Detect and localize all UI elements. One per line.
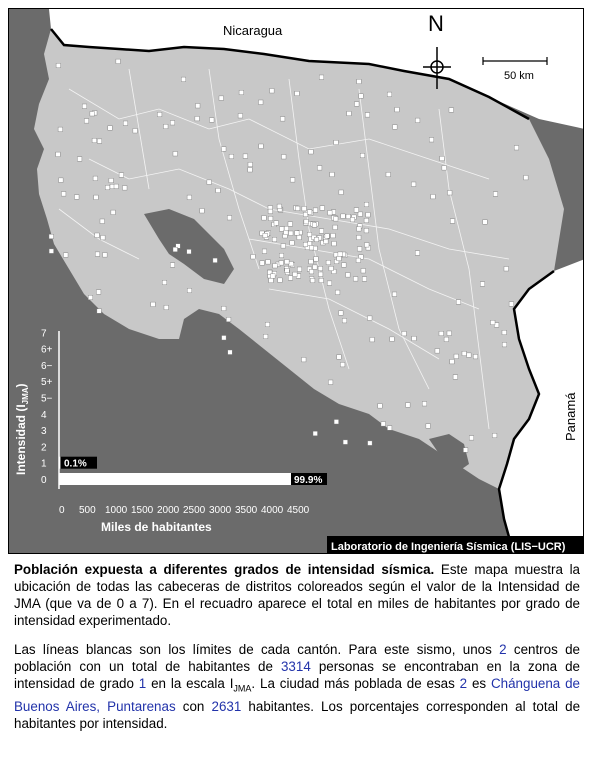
district-marker — [64, 253, 69, 257]
x-tick-label: 1000 — [105, 505, 128, 516]
district-marker — [289, 262, 294, 267]
district-marker — [447, 331, 452, 336]
district-marker — [426, 424, 431, 429]
district-marker — [173, 152, 178, 157]
district-marker — [187, 288, 192, 293]
district-marker — [196, 104, 201, 109]
chart-y-axis-title: Intensidad $(I_{JMA})$ — [14, 383, 30, 475]
district-marker — [467, 353, 472, 358]
district-marker — [207, 180, 212, 185]
district-marker — [463, 448, 468, 453]
district-marker — [339, 190, 344, 195]
district-marker — [170, 263, 175, 268]
district-marker — [164, 124, 169, 129]
district-marker — [277, 204, 282, 209]
district-marker — [318, 272, 323, 277]
district-marker — [453, 375, 458, 380]
district-marker — [187, 249, 192, 254]
district-marker — [357, 235, 362, 240]
district-marker — [200, 209, 205, 214]
y-tick-label: 6+ — [41, 344, 53, 356]
y-tick-label: 1 — [41, 458, 47, 470]
district-marker — [229, 154, 234, 159]
district-marker — [342, 318, 347, 323]
y-tick-label: 5− — [41, 393, 53, 405]
x-tick-label: 0 — [59, 505, 65, 516]
district-marker — [49, 234, 54, 239]
caption-paragraph-1 — [14, 561, 580, 629]
district-marker — [314, 237, 319, 242]
district-marker — [263, 233, 268, 238]
district-marker — [319, 229, 324, 234]
district-marker — [288, 222, 293, 227]
caption-city-population: 2631 — [211, 698, 242, 714]
district-marker — [262, 216, 267, 221]
figure-caption — [14, 561, 580, 744]
district-marker — [289, 231, 294, 236]
district-marker — [307, 232, 312, 237]
district-marker — [415, 251, 420, 256]
district-marker — [412, 336, 417, 341]
district-marker — [502, 330, 507, 335]
district-marker — [133, 129, 138, 134]
x-tick-label: 4000 — [261, 505, 284, 516]
district-marker — [386, 172, 391, 177]
district-marker — [442, 166, 447, 171]
district-marker — [411, 182, 416, 187]
district-marker — [49, 249, 54, 254]
district-marker — [243, 154, 248, 159]
district-marker — [450, 219, 455, 224]
caption-text: . La ciudad más poblada de esas — [251, 676, 460, 691]
district-marker — [310, 278, 315, 283]
caption-text: centros de población con un total de habitantes de — [14, 642, 580, 674]
district-marker — [82, 104, 87, 109]
district-marker — [334, 140, 339, 145]
district-marker — [116, 59, 121, 64]
district-marker — [97, 139, 102, 144]
district-marker — [378, 404, 383, 409]
caption-text: en la escala I — [146, 676, 234, 691]
district-marker — [514, 146, 519, 151]
scale-label: 50 km — [504, 70, 534, 82]
district-marker — [337, 256, 342, 261]
district-marker — [280, 227, 285, 232]
district-marker — [368, 316, 373, 321]
district-marker — [314, 257, 319, 262]
district-marker — [222, 336, 227, 341]
north-label: N — [428, 11, 444, 36]
district-marker — [387, 92, 392, 97]
district-marker — [290, 241, 295, 246]
district-marker — [105, 185, 110, 190]
caption-title: Población expuesta a diferentes grados de intensidad sísmica. — [14, 562, 435, 577]
district-marker — [313, 208, 318, 213]
district-marker — [328, 211, 333, 216]
district-marker — [268, 209, 273, 214]
district-marker — [239, 90, 244, 95]
district-marker — [228, 350, 233, 355]
district-marker — [295, 231, 300, 236]
district-marker — [361, 269, 366, 274]
district-marker — [278, 278, 283, 283]
district-marker — [331, 233, 336, 238]
district-marker — [123, 186, 128, 191]
x-tick-label: 3500 — [235, 505, 258, 516]
district-marker — [262, 249, 267, 254]
district-marker — [402, 331, 407, 336]
district-marker — [108, 126, 113, 131]
district-marker — [90, 112, 95, 117]
y-tick-label: 0 — [41, 475, 47, 486]
caption-text: habitantes. Los porcentajes corresponden al total de habitantes por intensidad. — [14, 698, 581, 731]
district-marker — [274, 221, 279, 226]
district-marker — [456, 300, 461, 305]
district-marker — [502, 342, 507, 347]
caption-grade: 1 — [138, 676, 147, 691]
x-tick-label: 1500 — [131, 505, 154, 516]
district-marker — [365, 243, 370, 248]
x-tick-label: 3000 — [209, 505, 232, 516]
caption-p1-text: Este mapa muestra la ubicación de todas las cabeceras de distritos coloreados según el valor de la Intensidad de JMA (que va de 0 a 7). En el recuadro aparece el total en miles de habitantes por grado de intensidad experimentado. — [14, 562, 580, 628]
district-marker — [309, 246, 314, 251]
district-marker — [429, 138, 434, 143]
district-marker — [415, 118, 420, 123]
district-marker — [282, 155, 287, 160]
x-tick-label: 2000 — [157, 505, 180, 516]
district-marker — [313, 431, 318, 436]
district-marker — [483, 220, 488, 225]
district-marker — [362, 277, 367, 282]
district-marker — [96, 290, 101, 295]
district-marker — [170, 121, 175, 126]
district-marker — [248, 168, 253, 173]
caption-text: personas se encontraban en la zona de intensidad de grado — [14, 659, 580, 691]
caption-text: con — [175, 698, 212, 714]
district-marker — [325, 234, 330, 239]
district-marker — [330, 172, 335, 177]
district-marker — [358, 212, 363, 217]
district-marker — [450, 359, 455, 364]
district-marker — [444, 337, 449, 342]
district-marker — [340, 362, 345, 367]
district-marker — [309, 150, 314, 155]
caption-paragraph-2 — [14, 641, 580, 732]
x-tick-label: 2500 — [183, 505, 206, 516]
district-marker — [491, 320, 496, 325]
district-marker — [304, 219, 309, 224]
district-marker — [222, 147, 227, 152]
district-marker — [284, 230, 289, 235]
district-marker — [366, 213, 371, 218]
district-marker — [364, 202, 369, 207]
caption-text: Las líneas blancas son los límites de cada cantón. Para este sismo, unos — [14, 642, 500, 657]
district-marker — [265, 322, 270, 327]
district-marker — [334, 217, 339, 222]
district-marker — [320, 206, 325, 211]
district-marker — [354, 208, 359, 213]
caption-city: Chánguena de Buenos Aires, Puntarenas — [14, 676, 580, 714]
district-marker — [77, 157, 82, 162]
district-marker — [293, 272, 298, 277]
district-marker — [337, 355, 342, 360]
district-marker — [431, 194, 436, 199]
district-marker — [454, 354, 459, 359]
district-marker — [302, 357, 307, 362]
y-tick-label: 3 — [41, 426, 47, 438]
credit-text: Laboratorio de Ingeniería Sísmica (LIS−UCR) — [331, 541, 566, 553]
district-marker — [259, 144, 264, 149]
district-marker — [269, 278, 274, 283]
district-marker — [260, 261, 265, 266]
district-marker — [493, 192, 498, 197]
district-marker — [251, 255, 256, 260]
district-marker — [356, 258, 361, 263]
district-marker — [364, 218, 369, 223]
district-marker — [93, 176, 98, 181]
district-marker — [492, 433, 497, 438]
district-marker — [181, 77, 186, 82]
x-tick-label: 4500 — [287, 505, 310, 516]
district-marker — [195, 116, 200, 121]
district-marker — [213, 258, 218, 263]
district-marker — [219, 96, 224, 101]
district-marker — [227, 216, 232, 221]
district-marker — [360, 153, 365, 158]
district-marker — [318, 266, 323, 271]
district-marker — [164, 305, 169, 310]
district-marker — [364, 228, 369, 233]
bar-intensity-0 — [59, 473, 293, 485]
district-marker — [390, 337, 395, 342]
district-marker — [285, 268, 290, 273]
district-marker — [449, 108, 454, 113]
district-marker — [75, 195, 80, 200]
district-marker — [303, 242, 308, 247]
district-marker — [259, 100, 264, 105]
district-marker — [94, 195, 99, 200]
district-marker — [295, 91, 300, 96]
district-marker — [109, 178, 114, 183]
district-marker — [95, 233, 100, 238]
district-marker — [248, 162, 253, 167]
district-marker — [462, 351, 467, 356]
district-marker — [365, 113, 370, 118]
district-marker — [111, 210, 116, 215]
district-marker — [103, 253, 108, 258]
district-marker — [92, 138, 97, 143]
district-marker — [309, 269, 314, 274]
caption-num-centers: 2 — [499, 642, 507, 657]
y-tick-label: 5+ — [41, 377, 53, 389]
district-marker — [297, 267, 302, 272]
district-marker — [339, 311, 344, 316]
district-marker — [480, 282, 485, 287]
district-marker — [302, 206, 307, 211]
y-tick-label: 2 — [41, 442, 47, 454]
district-marker — [61, 192, 66, 197]
caption-text: es — [467, 676, 491, 691]
district-marker — [406, 403, 411, 408]
district-marker — [357, 247, 362, 252]
district-marker — [266, 260, 271, 265]
district-marker — [393, 125, 398, 130]
x-tick-label: 500 — [79, 505, 96, 516]
percent-label: 99.9% — [294, 475, 323, 486]
district-marker — [226, 317, 231, 322]
district-marker — [271, 274, 276, 279]
percent-label: 0.1% — [64, 458, 87, 470]
district-marker — [326, 260, 331, 265]
district-marker — [359, 94, 364, 99]
district-marker — [346, 273, 351, 278]
district-marker — [338, 252, 343, 257]
district-marker — [216, 188, 221, 193]
district-marker — [422, 402, 427, 407]
district-marker — [334, 420, 339, 425]
district-marker — [279, 261, 284, 266]
district-marker — [440, 156, 445, 161]
district-marker — [157, 112, 162, 117]
y-tick-label: 6− — [41, 360, 53, 372]
district-marker — [273, 264, 278, 269]
district-marker — [263, 334, 268, 339]
district-marker — [210, 118, 215, 123]
district-marker — [509, 302, 513, 307]
district-marker — [357, 79, 362, 84]
district-marker — [350, 217, 355, 222]
district-marker — [58, 127, 63, 132]
district-marker — [473, 354, 478, 359]
bar-intensity-1 — [59, 457, 60, 469]
district-marker — [319, 278, 324, 283]
district-marker — [119, 173, 124, 178]
district-marker — [368, 441, 373, 446]
district-marker — [392, 292, 397, 297]
district-marker — [88, 295, 93, 300]
district-marker — [114, 184, 119, 189]
district-marker — [312, 223, 317, 228]
district-marker — [290, 178, 295, 183]
district-marker — [324, 239, 329, 244]
district-marker — [395, 107, 400, 112]
district-marker — [333, 225, 338, 230]
district-marker — [332, 241, 337, 246]
caption-scale-sub: JMA — [233, 683, 252, 694]
chart-x-axis-title: Miles de habitantes — [101, 520, 212, 534]
caption-population: 3314 — [280, 659, 311, 674]
label-nicaragua: Nicaragua — [223, 23, 283, 38]
district-marker — [284, 226, 289, 231]
district-marker — [97, 309, 102, 314]
district-marker — [151, 302, 156, 307]
district-marker — [347, 111, 352, 116]
district-marker — [187, 195, 192, 200]
district-marker — [309, 259, 314, 264]
district-marker — [435, 349, 440, 354]
district-marker — [222, 306, 227, 311]
district-marker — [327, 281, 332, 286]
district-marker — [346, 214, 351, 219]
district-marker — [173, 247, 178, 252]
district-marker — [56, 63, 61, 68]
district-marker — [307, 210, 312, 215]
map-canvas — [9, 9, 584, 554]
district-marker — [439, 331, 444, 336]
district-marker — [288, 276, 293, 281]
district-marker — [381, 422, 386, 427]
caption-num-centers: 2 — [459, 676, 468, 691]
district-marker — [280, 117, 285, 122]
district-marker — [329, 266, 334, 271]
district-marker — [343, 440, 348, 445]
district-marker — [272, 237, 277, 242]
district-marker — [56, 152, 61, 157]
district-marker — [238, 114, 243, 119]
district-marker — [335, 290, 340, 295]
district-marker — [355, 102, 360, 107]
district-marker — [268, 216, 273, 221]
district-marker — [448, 191, 453, 196]
district-marker — [84, 119, 89, 124]
district-marker — [504, 267, 509, 272]
district-marker — [357, 227, 362, 232]
district-marker — [469, 436, 474, 441]
district-marker — [297, 235, 302, 240]
district-marker — [162, 280, 167, 285]
district-marker — [59, 178, 64, 183]
district-marker — [317, 166, 322, 171]
district-marker — [313, 265, 318, 270]
district-marker — [279, 253, 284, 257]
district-marker — [524, 175, 529, 180]
y-tick-label: 7 — [41, 328, 47, 340]
district-marker — [328, 380, 333, 385]
district-marker — [295, 206, 300, 211]
label-panama: Panamá — [563, 392, 578, 441]
district-marker — [270, 89, 275, 94]
district-marker — [353, 277, 358, 282]
district-marker — [387, 426, 392, 431]
district-marker — [95, 252, 100, 257]
district-marker — [100, 219, 105, 224]
district-marker — [281, 244, 286, 249]
district-marker — [123, 121, 128, 126]
district-marker — [370, 337, 375, 342]
district-marker — [342, 263, 347, 268]
district-marker — [101, 235, 106, 240]
seismic-intensity-map — [8, 8, 584, 554]
y-tick-label: 4 — [41, 409, 47, 421]
district-marker — [285, 260, 290, 265]
district-marker — [319, 75, 324, 80]
district-marker — [341, 214, 346, 219]
